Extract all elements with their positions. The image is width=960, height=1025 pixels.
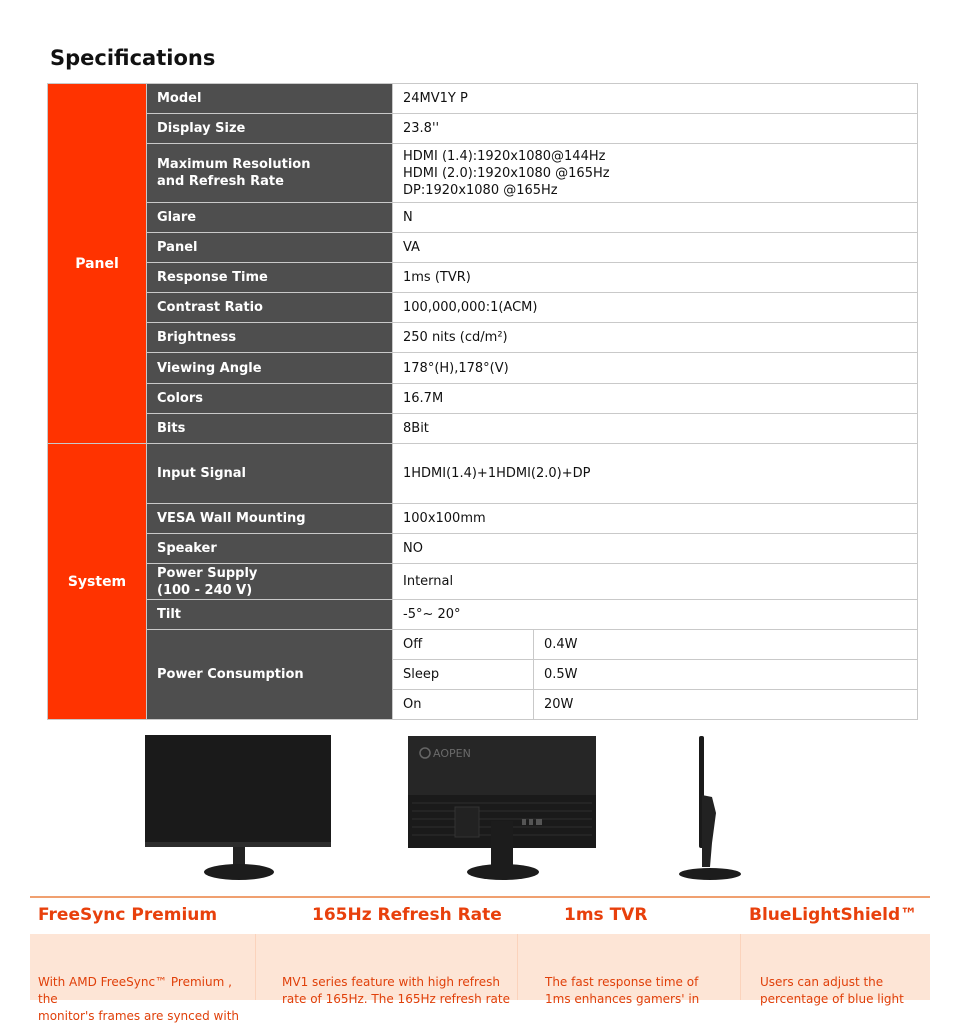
- spec-label-power-consumption: Power Consumption: [147, 630, 393, 720]
- features-header: [30, 896, 930, 936]
- spec-value-glare: N: [393, 203, 918, 233]
- spec-row: [48, 323, 918, 353]
- spec-label-contrast-ratio: Contrast Ratio: [147, 293, 393, 323]
- spec-value-input-signal: 1HDMI(1.4)+1HDMI(2.0)+DP: [393, 444, 918, 504]
- brand-logo: AOPEN: [433, 747, 471, 760]
- spec-label-panel: Panel: [147, 233, 393, 263]
- feature-text-tvr: The fast response time of 1ms enhances gamers' in: [545, 975, 700, 1006]
- feature-title-freesync: FreeSync Premium: [38, 905, 218, 925]
- spec-label-colors: Colors: [147, 384, 393, 414]
- spec-row: [48, 84, 918, 114]
- page-title: Specifications: [50, 46, 216, 70]
- spec-value-bits: 8Bit: [393, 414, 918, 444]
- spec-value-tilt: -5°~ 20°: [393, 600, 918, 630]
- feature-title-tvr: 1ms TVR: [564, 905, 648, 925]
- spec-row: [48, 203, 918, 233]
- feature-text-refresh-rate: MV1 series feature with high refresh rate of 165Hz. The 165Hz refresh rate: [282, 975, 510, 1006]
- spec-value-colors: 16.7M: [393, 384, 918, 414]
- spec-row: [48, 600, 918, 630]
- spec-row: [48, 263, 918, 293]
- spec-value-brightness: 250 nits (cd/m²): [393, 323, 918, 353]
- power-mode: Off: [393, 630, 534, 660]
- spec-row: [48, 144, 918, 203]
- spec-label-speaker: Speaker: [147, 534, 393, 564]
- spec-value-model: 24MV1Y P: [393, 84, 918, 114]
- spec-label-response-time: Response Time: [147, 263, 393, 293]
- spec-value-power-supply-100-240-v: Internal: [393, 564, 918, 600]
- monitor-side-image: [676, 735, 746, 885]
- spec-table: [47, 83, 918, 720]
- spec-value-panel: VA: [393, 233, 918, 263]
- spec-value-display-size: 23.8'': [393, 114, 918, 144]
- spec-label-model: Model: [147, 84, 393, 114]
- features-body: [30, 934, 930, 1023]
- spec-row: [48, 444, 918, 504]
- spec-value-vesa-wall-mounting: 100x100mm: [393, 504, 918, 534]
- power-row: [48, 630, 918, 660]
- spec-row: [48, 414, 918, 444]
- monitor-front-image: [144, 735, 334, 885]
- feature-title-bluelightshield: BlueLightShield™: [749, 905, 918, 925]
- spec-row: [48, 293, 918, 323]
- group-label-panel: Panel: [48, 84, 147, 444]
- power-value: 0.4W: [534, 630, 918, 660]
- spec-label-display-size: Display Size: [147, 114, 393, 144]
- spec-label-glare: Glare: [147, 203, 393, 233]
- spec-label-brightness: Brightness: [147, 323, 393, 353]
- feature-text-bluelightshield: Users can adjust the percentage of blue light: [760, 975, 904, 1006]
- spec-value-speaker: NO: [393, 534, 918, 564]
- spec-value-viewing-angle: 178°(H),178°(V): [393, 353, 918, 384]
- spec-row: [48, 534, 918, 564]
- group-label-system: System: [48, 444, 147, 720]
- power-value: 20W: [534, 690, 918, 720]
- power-mode: Sleep: [393, 660, 534, 690]
- spec-label-tilt: Tilt: [147, 600, 393, 630]
- spec-label-vesa-wall-mounting: VESA Wall Mounting: [147, 504, 393, 534]
- product-images: [0, 730, 960, 890]
- feature-title-refresh-rate: 165Hz Refresh Rate: [312, 905, 502, 925]
- spec-label-viewing-angle: Viewing Angle: [147, 353, 393, 384]
- spec-row: [48, 384, 918, 414]
- spec-label-input-signal: Input Signal: [147, 444, 393, 504]
- spec-row: [48, 504, 918, 534]
- monitor-back-image: [407, 735, 599, 885]
- spec-value-contrast-ratio: 100,000,000:1(ACM): [393, 293, 918, 323]
- spec-row: [48, 564, 918, 600]
- spec-label-power-supply-100-240-v: Power Supply (100 - 240 V): [147, 564, 393, 600]
- spec-label-maximum-resolution-and-refresh-rate: Maximum Resolution and Refresh Rate: [147, 144, 393, 203]
- spec-row: [48, 353, 918, 384]
- power-value: 0.5W: [534, 660, 918, 690]
- spec-row: [48, 114, 918, 144]
- spec-value-maximum-resolution-and-refresh-rate: HDMI (1.4):1920x1080@144Hz HDMI (2.0):1920x1080 @165Hz DP:1920x1080 @165Hz: [393, 144, 918, 203]
- feature-text-freesync: With AMD FreeSync™ Premium , the monitor's frames are synced with: [38, 975, 240, 1023]
- spec-row: [48, 233, 918, 263]
- power-mode: On: [393, 690, 534, 720]
- spec-label-bits: Bits: [147, 414, 393, 444]
- spec-value-response-time: 1ms (TVR): [393, 263, 918, 293]
